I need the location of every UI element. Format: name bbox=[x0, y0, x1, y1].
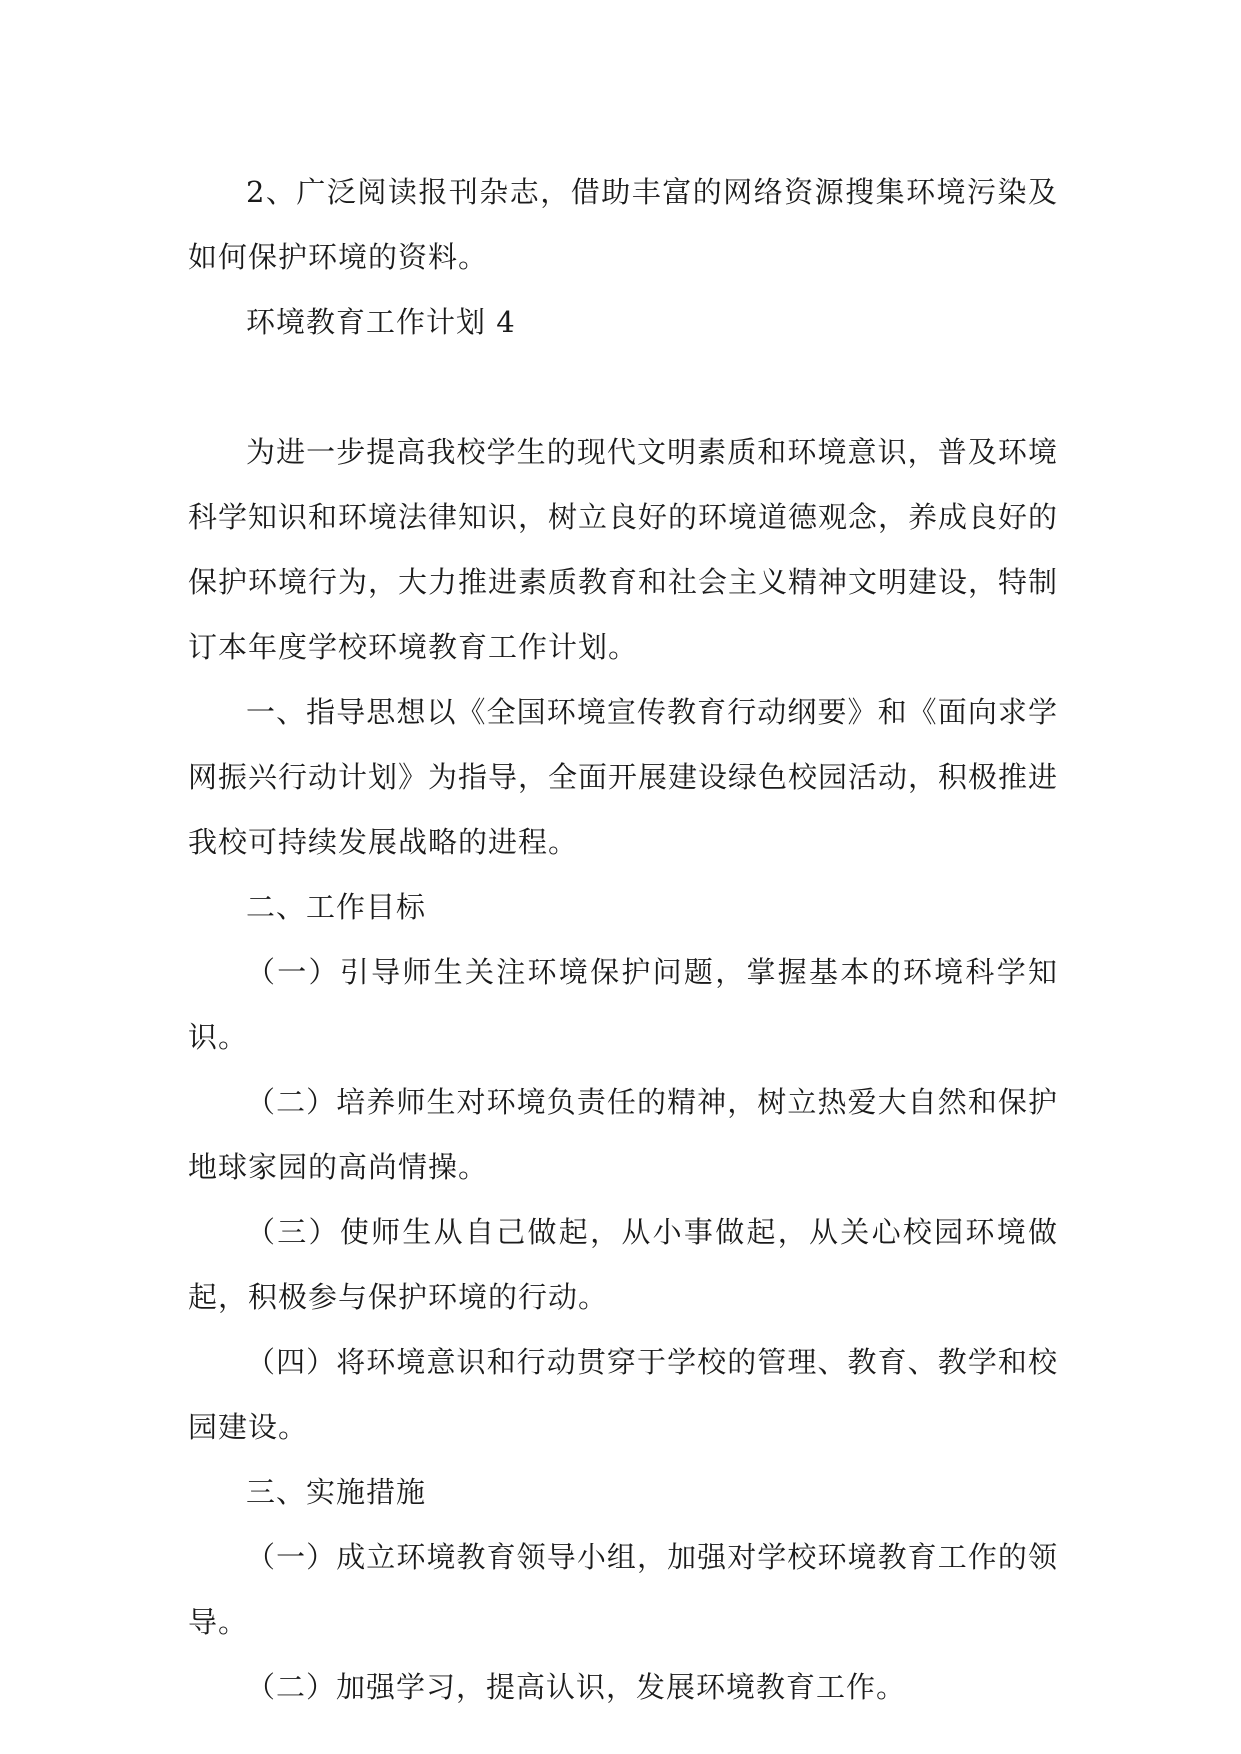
paragraph-introduction: 为进一步提高我校学生的现代文明素质和环境意识，普及环境科学知识和环境法律知识，树立良好的环境道德观念，养成良好的保护环境行为，大力推进素质教育和社会主义精神文明建设，特制订本年度学校环境教育工作计划。 bbox=[188, 435, 1059, 664]
heading-implementation-measures: 三、实施措施 bbox=[246, 1475, 427, 1509]
goal-item-4: （四）将环境意识和行动贯穿于学校的管理、教育、教学和校园建设。 bbox=[188, 1345, 1058, 1444]
heading-work-goals: 二、工作目标 bbox=[246, 890, 427, 924]
document-body bbox=[188, 160, 1058, 1720]
goal-item-1: （一）引导师生关注环境保护问题，掌握基本的环境科学知识。 bbox=[188, 955, 1058, 1054]
section-heading-plan-4: 环境教育工作计划 4 bbox=[246, 305, 516, 339]
paragraph-guiding-ideology: 一、指导思想以《全国环境宣传教育行动纲要》和《面向求学网振兴行动计划》为指导，全面开展建设绿色校园活动，积极推进我校可持续发展战略的进程。 bbox=[188, 695, 1059, 859]
goal-item-2: （二）培养师生对环境负责任的精神，树立热爱大自然和保护地球家园的高尚情操。 bbox=[188, 1085, 1058, 1184]
measure-item-2: （二）加强学习，提高认识，发展环境教育工作。 bbox=[246, 1670, 907, 1704]
measure-item-1: （一）成立环境教育领导小组，加强对学校环境教育工作的领导。 bbox=[188, 1540, 1058, 1639]
goal-item-3: （三）使师生从自己做起，从小事做起，从关心校园环境做起，积极参与保护环境的行动。 bbox=[188, 1215, 1058, 1314]
paragraph-resource-collection: 2、广泛阅读报刊杂志，借助丰富的网络资源搜集环境污染及如何保护环境的资料。 bbox=[188, 175, 1058, 274]
